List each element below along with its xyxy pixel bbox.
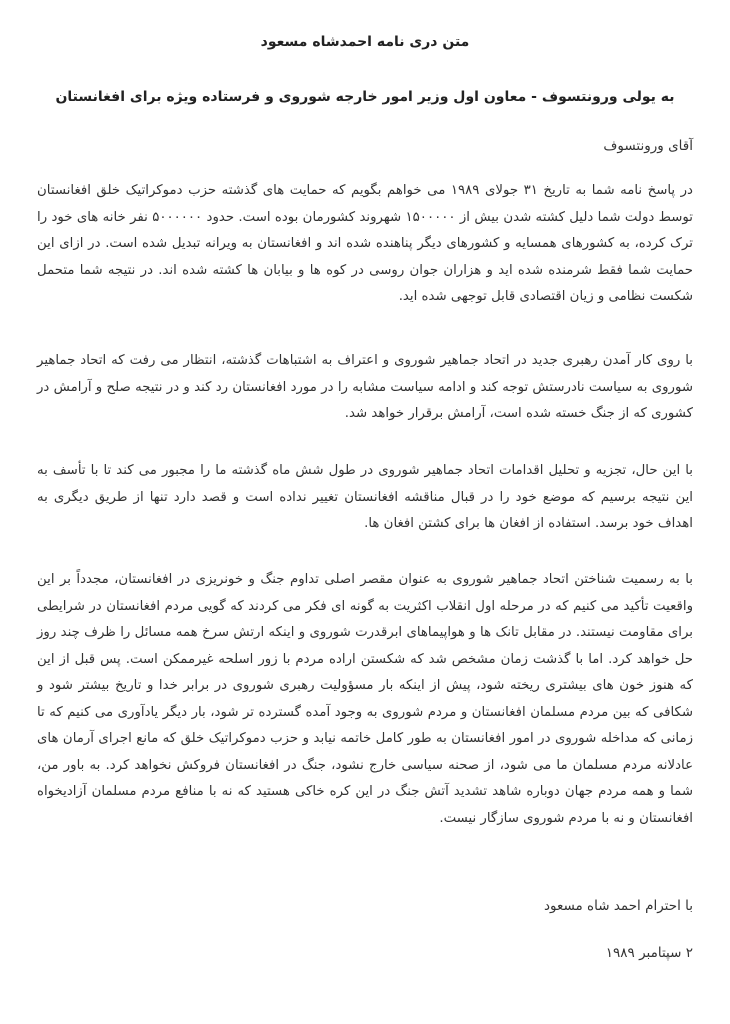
paragraph-1: در پاسخ نامه شما به تاریخ ۳۱ جولای ۱۹۸۹ می خواهم بگویم که حمایت های گذشته حزب دموکراتیک خلق افغانستان توسط دولت شما دلیل کشته شدن بیش از ۱۵۰۰۰۰۰ شهروند کشورمان بوده است. حدود ۵۰۰۰۰۰۰ نفر خانه های خود را ترک کرده، به کشورهای همسایه و کشورهای دیگر پناهنده شده اند و افغانستان به ویرانه تبدیل شده است. در ازای این حمایت شما فقط شرمنده شده اید و هزاران جوان روسی در کوه ها و بیابان ها کشته شده اند. در نتیجه شما متحمل شکست نظامی و زیان اقتصادی قابل توجهی شده اید. (37, 183, 693, 304)
document-subtitle: به یولی ورونتسوف - معاون اول وزیر امور خارجه شوروی و فرستاده ویژه برای افغانستان (55, 89, 675, 105)
letter-date: ۲ سپتامبر ۱۹۸۹ (605, 945, 693, 961)
closing-signature: با احترام احمد شاه مسعود (543, 898, 693, 914)
paragraph-4: با به رسمیت شناختن اتحاد جماهیر شوروی به عنوان مقصر اصلی تداوم جنگ و خونریزی در افغانستان، مجدداً بر این واقعیت تأکید می کنیم که در مرحله اول انقلاب اکثریت به گونه ای فکر می کردند که گویی مردم افغانستان در شرایطی برای مقاومت نیستند. در مقابل تانک ها و هواپیماهای ابرقدرت شوروی و اینکه ارتش سرخ همه مسائل را ظرف چند روز حل خواهد کرد. اما با گذشت زمان مشخص شد که شکستن اراده مردم با زور اسلحه غیرممکن است. پس قبل از این که هنوز خون های بیشتری ریخته شود، پیش از اینکه بار مسؤولیت رهبری شوروی در برابر خدا و تاریخ بیشتر شود و شکافی که بین مردم مسلمان افغانستان و مردم شوروی به وجود آمده گسترده تر شود، بار دیگر یادآوری می کنیم که تا زمانی که مداخله شوروی در امور افغانستان به طور کامل خاتمه نیابد و حزب دموکراتیک خلق که مانع اجرای آرمان های عادلانه مردم مسلمان ما می شود، از صحنه سیاسی خارج نشود، جنگ در افغانستان فروکش نخواهد کرد. به باور من، شما و همه مردم جهان دوباره شاهد تشدید آتش جنگ در این کره خاکی هستید که نه با منافع مردم مسلمان آزادیخواه افغانستان و نه با مردم شوروی سازگار نیست. (37, 572, 693, 826)
salutation: آقای ورونتسوف (603, 138, 693, 154)
paragraph-3: با این حال، تجزیه و تحلیل اقدامات اتحاد جماهیر شوروی در طول شش ماه گذشته ما را مجبور می کند تا با تأسف به این نتیجه برسیم که موضع خود را در قبال مناقشه افغانستان تغییر نداده است و قصد دارد تنها از طریق دیگری به اهداف خود برسد. استفاده از افغان ها برای کشتن افغان ها. (37, 463, 693, 531)
document-title: متن دری نامه احمدشاه مسعود (260, 34, 470, 50)
paragraph-2: با روی کار آمدن رهبری جدید در اتحاد جماهیر شوروی و اعتراف به اشتباهات گذشته، انتظار می رفت که اتحاد جماهیر شوروی به سیاست نادرستش توجه کند و ادامه سیاست مشابه را در مورد افغانستان رد کند و در نتیجه صلح و آرامش در کشوری که از جنگ خسته شده است، آرامش برقرار خواهد شد. (37, 353, 693, 421)
